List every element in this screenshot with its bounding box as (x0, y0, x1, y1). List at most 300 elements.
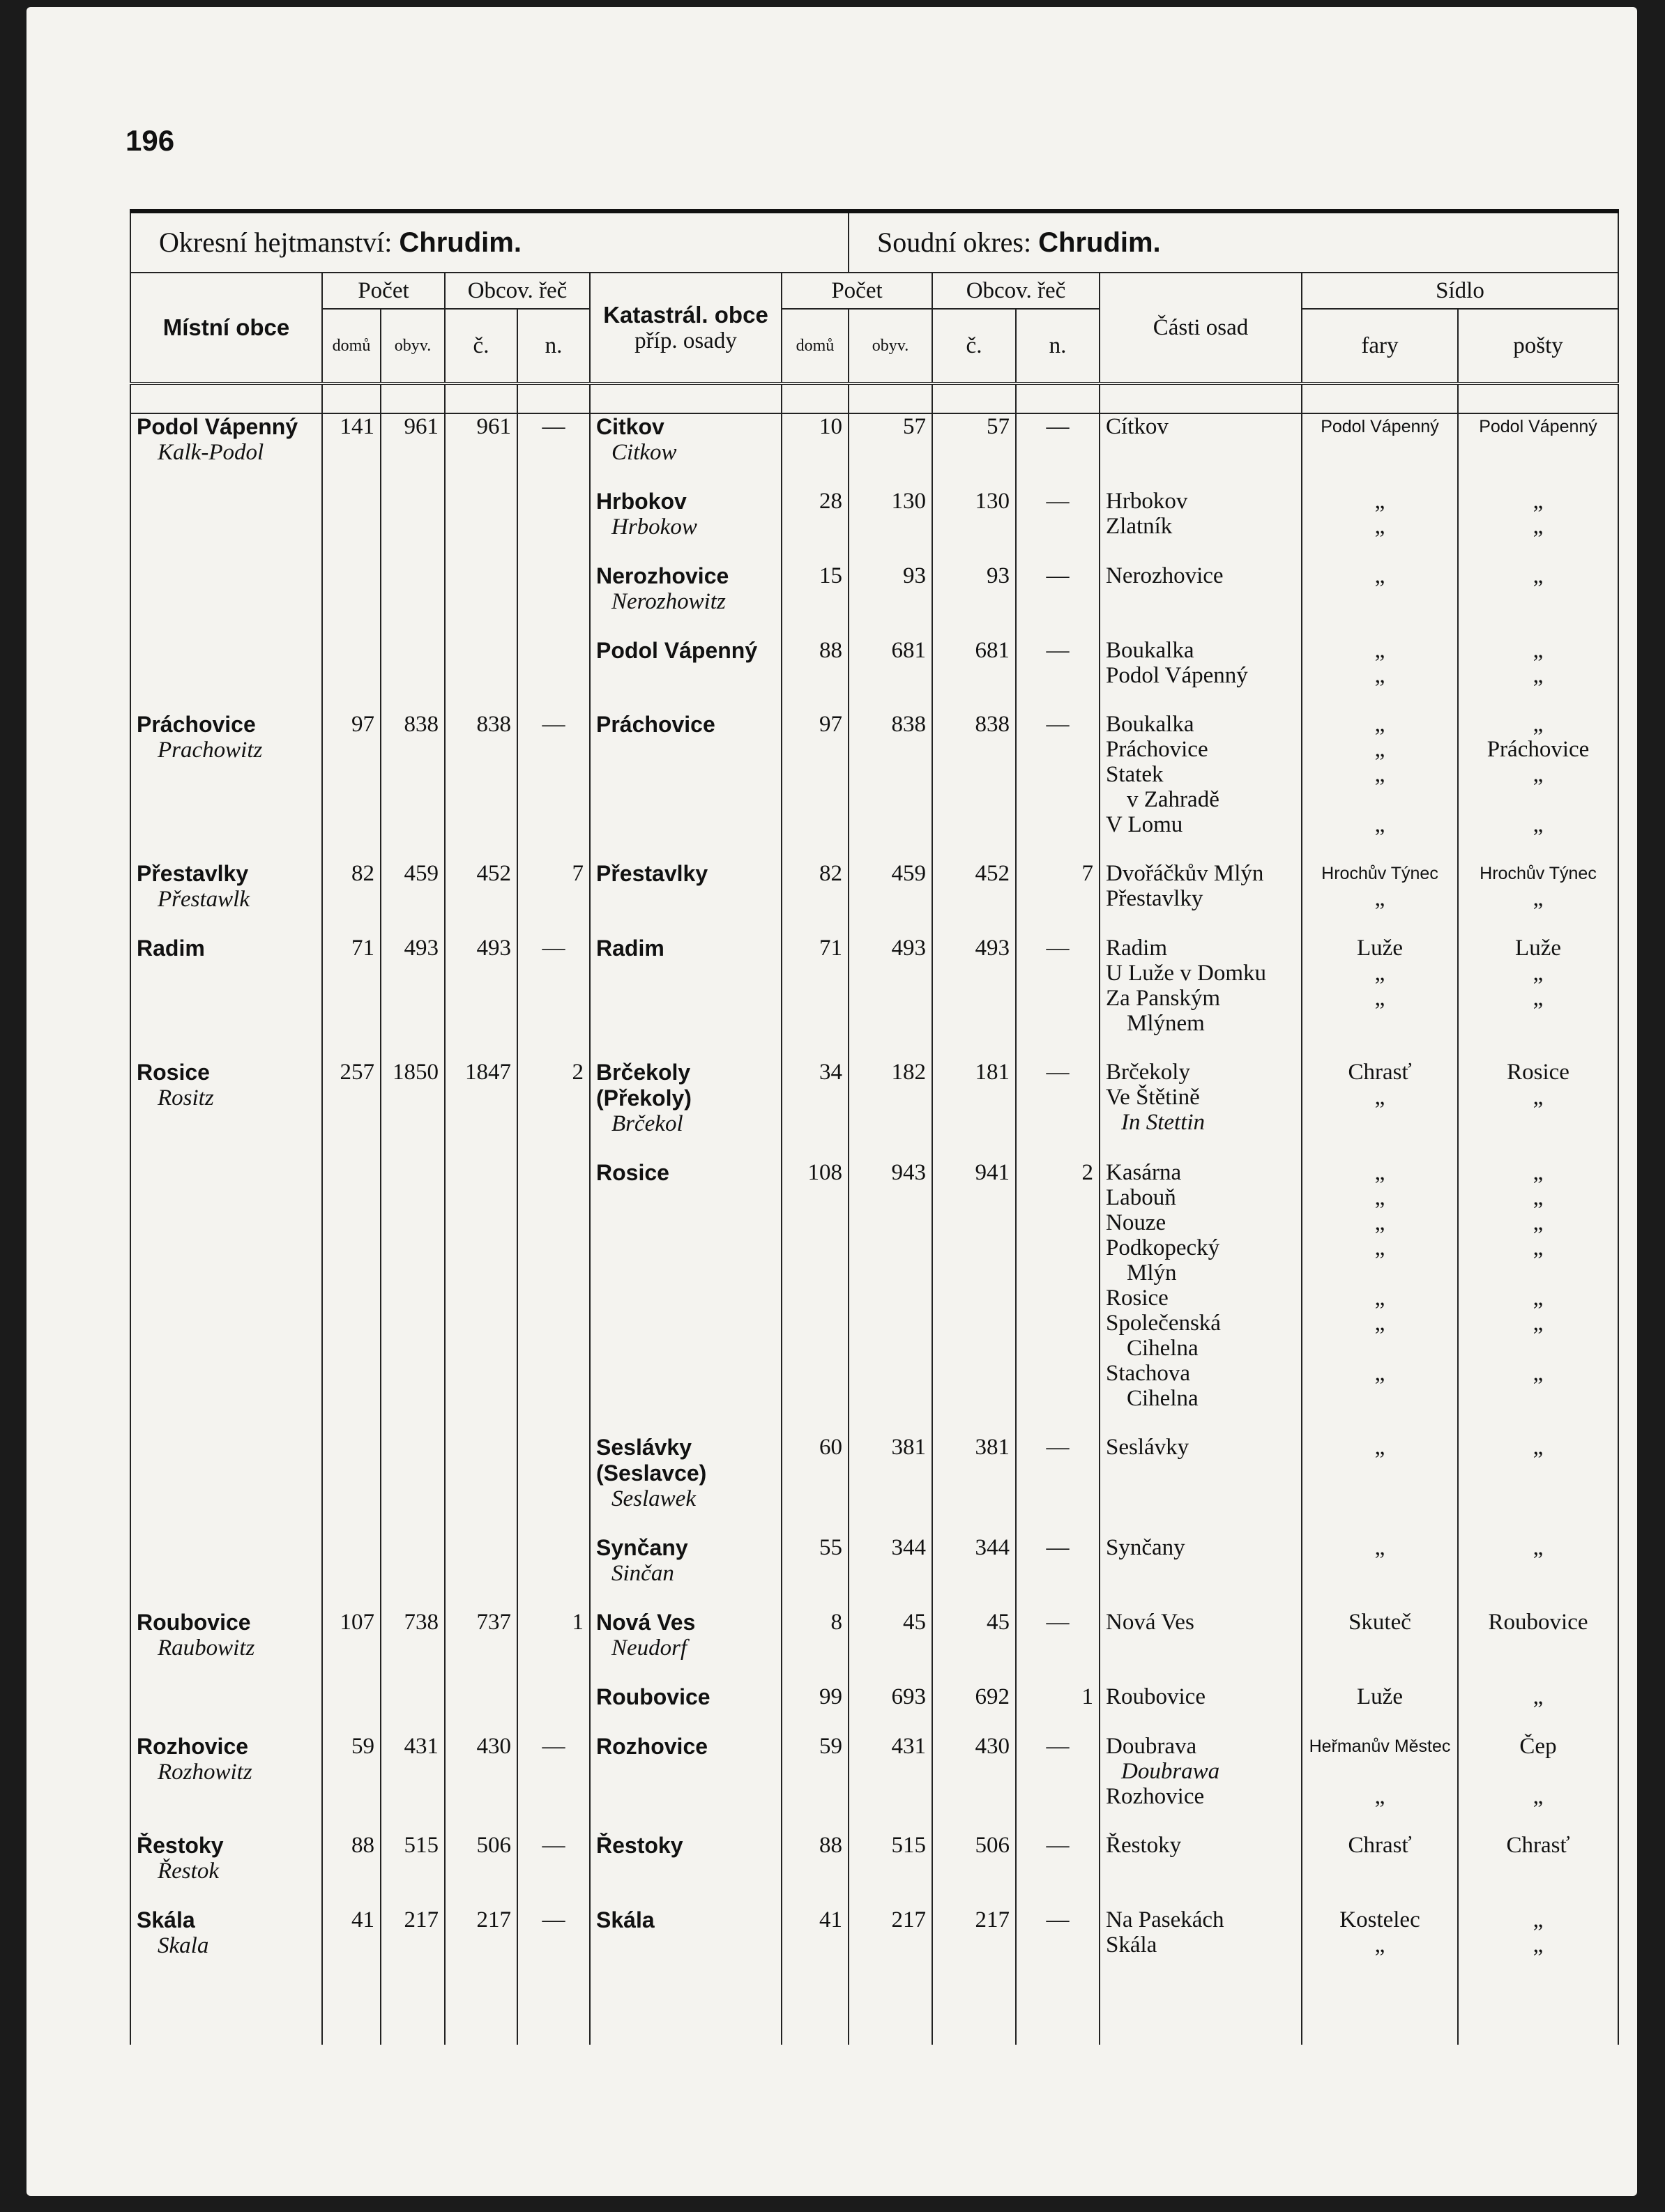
obec-n (517, 1535, 590, 1586)
obec-german-name: Kalk-Podol (158, 440, 264, 465)
cast-osady: Statek (1106, 762, 1164, 787)
cast-osady: Mlýnem (1127, 1011, 1205, 1036)
fara-value: „ (1374, 514, 1385, 539)
header-fary: fary (1302, 309, 1458, 383)
obec-obyv (381, 563, 445, 614)
obec-n (517, 563, 590, 614)
obec-cell (130, 1734, 322, 1809)
posta-cell (1458, 638, 1618, 688)
table-row (130, 1535, 1618, 1586)
katastral-cell (590, 936, 782, 1036)
cast-osady: v Zahradě (1127, 787, 1219, 812)
kat-c: 181 (932, 1060, 1016, 1136)
posta-value (1464, 1386, 1612, 1411)
katastral-cell (590, 1535, 782, 1586)
katastral-cell (590, 413, 782, 465)
cast-osady: Nouze (1106, 1210, 1166, 1235)
header-domu: domů (322, 309, 381, 383)
posta-cell (1458, 413, 1618, 465)
obec-c (445, 489, 517, 540)
posta-value: „ (1533, 489, 1544, 514)
kat-c: 130 (932, 489, 1016, 540)
header-band (130, 211, 1618, 273)
obec-german-name: Přestawlk (158, 887, 250, 912)
cast-osady: Zlatník (1106, 514, 1173, 539)
obec-obyv (381, 489, 445, 540)
row-gap (130, 688, 1618, 712)
table-row (130, 413, 1618, 465)
fara-cell (1302, 1160, 1458, 1411)
fara-cell (1302, 638, 1458, 688)
casti-osad-cell (1100, 1610, 1302, 1661)
fara-value: Podol Vápenný (1321, 417, 1439, 436)
fara-cell (1302, 1907, 1458, 1958)
cast-osady: Podol Vápenný (1106, 663, 1248, 688)
fara-value: „ (1374, 563, 1385, 588)
obec-german-name: Raubowitz (158, 1635, 255, 1661)
header-domu-2: domů (782, 309, 849, 383)
obec-n: — (517, 936, 590, 1036)
kat-domu: 55 (782, 1535, 849, 1586)
katastral-name: Rosice (596, 1160, 669, 1185)
kat-obyv: 344 (849, 1535, 932, 1586)
kat-obyv: 182 (849, 1060, 932, 1136)
statistics-table (130, 209, 1619, 2045)
posta-cell (1458, 1833, 1618, 1884)
fara-value: „ (1374, 886, 1385, 911)
cast-osady: In Stettin (1121, 1110, 1206, 1135)
obec-name: Rosice (137, 1060, 210, 1085)
row-gap (130, 1809, 1618, 1833)
fara-cell (1302, 712, 1458, 837)
row-gap (130, 1710, 1618, 1734)
obec-domu: 107 (322, 1610, 381, 1661)
fara-cell (1302, 1435, 1458, 1511)
obec-domu: 59 (322, 1734, 381, 1809)
obec-c (445, 1160, 517, 1411)
fara-value: „ (1374, 1085, 1385, 1110)
fara-value: „ (1374, 1932, 1385, 1958)
obec-cell (130, 489, 322, 540)
obec-cell (130, 638, 322, 688)
fara-cell (1302, 1060, 1458, 1136)
page-number: 196 (126, 124, 175, 157)
kat-n: — (1016, 936, 1100, 1036)
katastral-name: Řestoky (596, 1833, 683, 1858)
header-n: n. (517, 309, 590, 383)
kat-n: — (1016, 1060, 1100, 1136)
district-value: Chrudim. (399, 227, 522, 258)
table-row (130, 1833, 1618, 1884)
kat-c: 506 (932, 1833, 1016, 1884)
kat-obyv: 381 (849, 1435, 932, 1511)
header-obyv-2: obyv. (849, 309, 932, 383)
kat-n: — (1016, 1833, 1100, 1884)
kat-obyv: 838 (849, 712, 932, 837)
casti-osad-cell (1100, 712, 1302, 837)
cast-osady: Cihelna (1127, 1336, 1199, 1361)
obec-cell (130, 861, 322, 912)
posta-cell (1458, 1535, 1618, 1586)
obec-obyv (381, 1684, 445, 1710)
katastral-cell (590, 1610, 782, 1661)
table-row (130, 1684, 1618, 1710)
obec-obyv: 1850 (381, 1060, 445, 1136)
katastral-cell (590, 1833, 782, 1884)
cast-osady: Cítkov (1106, 414, 1169, 439)
fara-value: „ (1374, 961, 1385, 986)
kat-c: 692 (932, 1684, 1016, 1710)
posta-value (1464, 1110, 1612, 1135)
kat-n: — (1016, 1435, 1100, 1511)
posta-value: „ (1533, 1361, 1544, 1386)
cast-osady: Dvořáčkův Mlýn (1106, 861, 1264, 886)
obec-c (445, 638, 517, 688)
obec-obyv (381, 1435, 445, 1511)
fara-value: Heřmanův Městec (1309, 1737, 1451, 1756)
cast-osady: Synčany (1106, 1535, 1185, 1560)
katastral-german-name: Seslawek (611, 1486, 696, 1511)
posta-value: „ (1533, 712, 1544, 737)
casti-osad-cell (1100, 1833, 1302, 1884)
obec-obyv (381, 1160, 445, 1411)
posta-value: „ (1533, 1907, 1544, 1932)
fara-value: „ (1374, 489, 1385, 514)
kat-obyv: 459 (849, 861, 932, 912)
table-row (130, 861, 1618, 912)
kat-obyv: 943 (849, 1160, 932, 1411)
obec-domu (322, 1684, 381, 1710)
kat-n: — (1016, 1610, 1100, 1661)
katastral-german-name: Brčekol (611, 1111, 683, 1136)
posta-value (1464, 1011, 1612, 1036)
kat-n: 2 (1016, 1160, 1100, 1411)
obec-c: 506 (445, 1833, 517, 1884)
cast-osady: Společenská (1106, 1311, 1221, 1336)
posta-cell (1458, 861, 1618, 912)
posta-value: „ (1533, 986, 1544, 1011)
posta-cell (1458, 1734, 1618, 1809)
court-value: Chrudim. (1038, 227, 1161, 258)
fara-value: Luže (1357, 936, 1403, 961)
table-footer-row (130, 1982, 1618, 2045)
fara-value: „ (1374, 1160, 1385, 1185)
katastral-cell (590, 1907, 782, 1958)
posta-cell (1458, 1610, 1618, 1661)
fara-value: „ (1374, 1784, 1385, 1809)
posta-value: „ (1533, 1085, 1544, 1110)
header-row-2 (130, 309, 1618, 383)
obec-german-name: Rozhowitz (158, 1760, 252, 1785)
fara-value: Chrasť (1348, 1833, 1412, 1858)
kat-c: 93 (932, 563, 1016, 614)
katastral-cell (590, 563, 782, 614)
katastral-name: Roubovice (596, 1684, 710, 1709)
posta-cell (1458, 712, 1618, 837)
obec-n: — (517, 1734, 590, 1809)
obec-cell (130, 413, 322, 465)
obec-name: Radim (137, 936, 205, 961)
header-obcov-rec-2: Obcov. řeč (932, 273, 1100, 309)
posta-value: „ (1533, 1784, 1544, 1809)
row-gap (130, 465, 1618, 489)
row-gap (130, 837, 1618, 861)
obec-domu: 82 (322, 861, 381, 912)
obec-obyv: 493 (381, 936, 445, 1036)
posta-value: „ (1533, 1684, 1544, 1709)
casti-osad-cell (1100, 563, 1302, 614)
kat-c: 381 (932, 1435, 1016, 1511)
kat-n: — (1016, 712, 1100, 837)
posta-value: Práchovice (1487, 737, 1590, 762)
obec-n: 2 (517, 1060, 590, 1136)
kat-n: — (1016, 1535, 1100, 1586)
header-casti-osad: Části osad (1100, 273, 1302, 383)
fara-cell (1302, 1734, 1458, 1809)
fara-cell (1302, 936, 1458, 1036)
kat-domu: 99 (782, 1684, 849, 1710)
obec-n (517, 638, 590, 688)
obec-domu (322, 638, 381, 688)
kat-obyv: 93 (849, 563, 932, 614)
row-gap (130, 912, 1618, 936)
obec-n (517, 489, 590, 540)
kat-n: 1 (1016, 1684, 1100, 1710)
katastral-name: Synčany (596, 1535, 688, 1560)
fara-value: „ (1374, 1286, 1385, 1311)
header-katastral (590, 273, 782, 383)
obec-cell (130, 1907, 322, 1958)
kat-domu: 82 (782, 861, 849, 912)
row-gap (130, 1884, 1618, 1907)
header-pocet-2: Počet (782, 273, 932, 309)
cast-osady: U Luže v Domku (1106, 961, 1267, 986)
obec-c: 493 (445, 936, 517, 1036)
fara-value: „ (1374, 1210, 1385, 1235)
kat-obyv: 681 (849, 638, 932, 688)
casti-osad-cell (1100, 489, 1302, 540)
table-row (130, 1060, 1618, 1136)
katastral-german-name: Nerozhowitz (611, 589, 726, 614)
posta-value: „ (1533, 1235, 1544, 1260)
obec-domu: 71 (322, 936, 381, 1036)
fara-value (1308, 1759, 1452, 1784)
katastral-name: Práchovice (596, 712, 715, 737)
kat-n: — (1016, 413, 1100, 465)
cast-osady: Brčekoly (1106, 1060, 1190, 1085)
fara-cell (1302, 861, 1458, 912)
kat-c: 57 (932, 413, 1016, 465)
kat-c: 941 (932, 1160, 1016, 1411)
header-obyv: obyv. (381, 309, 445, 383)
casti-osad-cell (1100, 1435, 1302, 1511)
posta-value: „ (1533, 961, 1544, 986)
posta-value (1464, 1260, 1612, 1286)
posta-value: „ (1533, 886, 1544, 911)
kat-obyv: 45 (849, 1610, 932, 1661)
obec-c: 838 (445, 712, 517, 837)
obec-n: — (517, 712, 590, 837)
fara-value: „ (1374, 712, 1385, 737)
kat-domu: 41 (782, 1907, 849, 1958)
cast-osady: V Lomu (1106, 812, 1183, 837)
posta-cell (1458, 1060, 1618, 1136)
kat-domu: 88 (782, 638, 849, 688)
cast-osady: Stachova (1106, 1361, 1190, 1386)
fara-value: „ (1374, 737, 1385, 762)
posta-value: „ (1533, 638, 1544, 663)
kat-n: — (1016, 1734, 1100, 1809)
fara-value: „ (1374, 762, 1385, 787)
obec-c (445, 1684, 517, 1710)
header-n-2: n. (1016, 309, 1100, 383)
fara-cell (1302, 1535, 1458, 1586)
obec-c: 217 (445, 1907, 517, 1958)
posta-value (1464, 1336, 1612, 1361)
fara-value: Hrochův Týnec (1321, 864, 1438, 883)
kat-n: — (1016, 638, 1100, 688)
katastral-cell (590, 861, 782, 912)
kat-domu: 59 (782, 1734, 849, 1809)
cast-osady: Řestoky (1106, 1833, 1182, 1858)
fara-cell (1302, 563, 1458, 614)
kat-domu: 15 (782, 563, 849, 614)
katastral-cell (590, 1160, 782, 1411)
katastral-german-name: Sinčan (611, 1561, 674, 1586)
fara-value: Chrasť (1348, 1060, 1412, 1085)
casti-osad-cell (1100, 638, 1302, 688)
obec-cell (130, 563, 322, 614)
obec-domu: 88 (322, 1833, 381, 1884)
obec-german-name: Rositz (158, 1085, 214, 1111)
kat-domu: 88 (782, 1833, 849, 1884)
kat-obyv: 431 (849, 1734, 932, 1809)
obec-cell (130, 1610, 322, 1661)
obec-n: 1 (517, 1610, 590, 1661)
cast-osady: Cihelna (1127, 1386, 1199, 1411)
kat-domu: 34 (782, 1060, 849, 1136)
posta-value: „ (1533, 1932, 1544, 1958)
posta-value: „ (1533, 1535, 1544, 1560)
obec-name: Skála (137, 1907, 195, 1932)
obec-n: — (517, 1833, 590, 1884)
obec-obyv: 961 (381, 413, 445, 465)
obec-n (517, 1684, 590, 1710)
posta-value: „ (1533, 1286, 1544, 1311)
obec-c: 1847 (445, 1060, 517, 1136)
obec-name: Přestavlky (137, 861, 249, 886)
header-obcov-rec: Obcov. řeč (445, 273, 590, 309)
fara-value: „ (1374, 1361, 1385, 1386)
katastral-name: Nerozhovice (596, 563, 729, 588)
obec-cell (130, 1535, 322, 1586)
cast-osady: Přestavlky (1106, 886, 1203, 911)
obec-name: Práchovice (137, 712, 256, 737)
table-row (130, 563, 1618, 614)
katastral-cell (590, 1060, 782, 1136)
casti-osad-cell (1100, 1684, 1302, 1710)
fara-cell (1302, 1833, 1458, 1884)
row-gap (130, 1958, 1618, 1982)
posta-value (1464, 787, 1612, 812)
obec-domu (322, 1535, 381, 1586)
cast-osady: Za Panským (1106, 986, 1221, 1011)
kat-obyv: 130 (849, 489, 932, 540)
katastral-name: Přestavlky (596, 861, 708, 886)
katastral-name: Brčekoly (Překoly) (596, 1060, 692, 1111)
fara-value: „ (1374, 1435, 1385, 1460)
cast-osady: Ve Štětině (1106, 1085, 1200, 1110)
kat-domu: 97 (782, 712, 849, 837)
obec-cell (130, 1684, 322, 1710)
row-gap (130, 614, 1618, 638)
obec-domu: 141 (322, 413, 381, 465)
kat-obyv: 217 (849, 1907, 932, 1958)
obec-german-name: Řestok (158, 1859, 219, 1884)
katastral-name: Hrbokov (596, 489, 687, 514)
cast-osady: Mlýn (1127, 1260, 1177, 1286)
obec-n (517, 1435, 590, 1511)
header-spacer (130, 383, 1618, 413)
posta-value: Hrochův Týnec (1480, 864, 1597, 883)
cast-osady: Boukalka (1106, 638, 1194, 663)
posta-cell (1458, 1160, 1618, 1411)
obec-domu: 41 (322, 1907, 381, 1958)
obec-cell (130, 1060, 322, 1136)
casti-osad-cell (1100, 1907, 1302, 1958)
fara-value: Luže (1357, 1684, 1403, 1709)
posta-value: „ (1533, 1311, 1544, 1336)
katastral-cell (590, 1734, 782, 1809)
katastral-german-name: Neudorf (611, 1635, 687, 1661)
kat-c: 430 (932, 1734, 1016, 1809)
header-row-1 (130, 273, 1618, 309)
kat-c: 493 (932, 936, 1016, 1036)
obec-german-name: Prachowitz (158, 738, 263, 763)
kat-n: 7 (1016, 861, 1100, 912)
cast-osady: Doubrava (1106, 1734, 1197, 1759)
obec-obyv: 738 (381, 1610, 445, 1661)
fara-cell (1302, 1610, 1458, 1661)
obec-domu (322, 563, 381, 614)
table-row (130, 1435, 1618, 1511)
fara-value (1308, 1260, 1452, 1286)
katastral-german-name: Hrbokow (611, 514, 697, 540)
posta-cell (1458, 1435, 1618, 1511)
katastral-name: Skála (596, 1907, 655, 1932)
posta-cell (1458, 563, 1618, 614)
kat-c: 681 (932, 638, 1016, 688)
table-body (130, 413, 1618, 1982)
posta-cell (1458, 1907, 1618, 1958)
obec-c: 430 (445, 1734, 517, 1809)
obec-domu (322, 489, 381, 540)
cast-osady: Podkopecký (1106, 1235, 1220, 1260)
kat-n: — (1016, 489, 1100, 540)
cast-osady: Radim (1106, 936, 1167, 961)
fara-cell (1302, 1684, 1458, 1710)
fara-value (1308, 1011, 1452, 1036)
row-gap (130, 1411, 1618, 1435)
table-row (130, 489, 1618, 540)
kat-domu: 28 (782, 489, 849, 540)
kat-c: 838 (932, 712, 1016, 837)
obec-c: 452 (445, 861, 517, 912)
kat-obyv: 693 (849, 1684, 932, 1710)
court-cell (849, 211, 1618, 273)
header-c-2: č. (932, 309, 1016, 383)
obec-name: Řestoky (137, 1833, 224, 1858)
